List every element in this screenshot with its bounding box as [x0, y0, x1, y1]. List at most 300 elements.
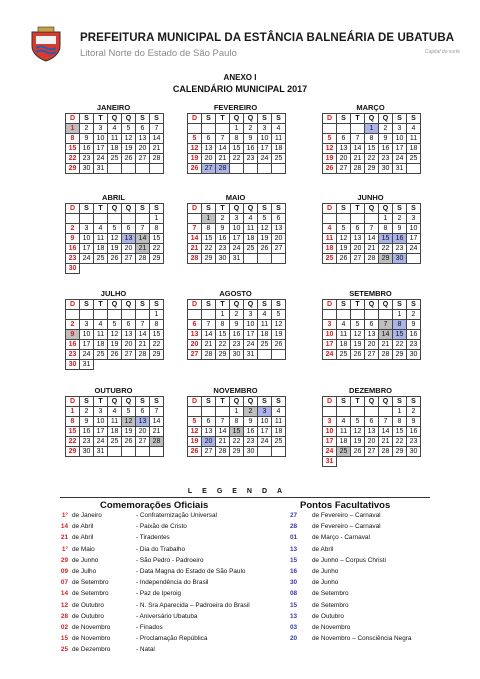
day-cell: 8	[216, 320, 230, 330]
holiday-day: 29	[60, 556, 68, 564]
day-cell: 24	[258, 437, 272, 447]
day-cell: 9	[216, 224, 230, 234]
day-cell: 15	[393, 427, 407, 437]
day-cell: 6	[122, 224, 136, 234]
month-name: SETEMBRO	[349, 289, 392, 298]
day-cell: 10	[80, 234, 94, 244]
day-cell: 22	[393, 437, 407, 447]
day-cell: 3	[94, 407, 108, 417]
day-cell: 30	[244, 447, 258, 457]
day-cell: 10	[230, 224, 244, 234]
official-holiday-item	[50, 579, 208, 589]
day-cell: 11	[108, 417, 122, 427]
day-cell: 17	[230, 234, 244, 244]
day-cell: 6	[136, 407, 150, 417]
day-cell: 28	[136, 350, 150, 360]
day-cell: 5	[188, 134, 202, 144]
month-calendar	[65, 385, 162, 457]
empty-cell	[272, 254, 286, 264]
day-cell: 13	[136, 134, 150, 144]
day-cell: 8	[393, 417, 407, 427]
empty-cell	[202, 407, 216, 417]
official-holidays-title: Comemorações Oficiais	[100, 500, 209, 511]
day-cell: 6	[202, 134, 216, 144]
day-cell: 23	[230, 340, 244, 350]
day-cell: 12	[188, 427, 202, 437]
empty-cell	[351, 124, 365, 134]
optional-day-item	[290, 568, 338, 578]
empty-cell	[108, 447, 122, 457]
empty-cell	[258, 164, 272, 174]
day-cell: 5	[258, 214, 272, 224]
weekday-header: S	[258, 114, 272, 124]
day-cell: 20	[365, 340, 379, 350]
day-cell: 11	[258, 320, 272, 330]
day-cell: 7	[150, 407, 164, 417]
day-cell: 8	[230, 134, 244, 144]
weekday-header: Q	[244, 300, 258, 310]
optional-day-item	[290, 635, 411, 645]
holiday-day: 28	[60, 612, 68, 620]
day-cell: 2	[80, 124, 94, 134]
day-cell: 20	[202, 154, 216, 164]
empty-cell	[216, 407, 230, 417]
empty-cell	[244, 254, 258, 264]
weekday-header: D	[188, 300, 202, 310]
day-cell: 17	[258, 144, 272, 154]
day-cell: 4	[94, 320, 108, 330]
weekday-header: Q	[122, 204, 136, 214]
day-cell: 22	[379, 244, 393, 254]
official-holiday-item	[50, 613, 197, 623]
day-cell: 6	[188, 320, 202, 330]
day-cell: 10	[258, 134, 272, 144]
day-cell: 6	[337, 134, 351, 144]
day-cell: 13	[351, 234, 365, 244]
weekday-header: T	[94, 397, 108, 407]
weekday-header: S	[337, 397, 351, 407]
day-cell: 13	[122, 330, 136, 340]
day-cell: 27	[365, 350, 379, 360]
day-cell: 8	[379, 224, 393, 234]
day-cell: 10	[407, 224, 421, 234]
day-cell: 21	[188, 244, 202, 254]
day-cell: 21	[216, 437, 230, 447]
day-cell: 24	[393, 154, 407, 164]
empty-cell	[94, 264, 108, 274]
optional-description: de Setembro	[312, 590, 349, 598]
empty-cell	[66, 310, 80, 320]
day-cell: 22	[216, 340, 230, 350]
day-cell: 30	[80, 447, 94, 457]
day-cell: 22	[230, 154, 244, 164]
day-cell: 21	[136, 244, 150, 254]
day-cell: 26	[351, 447, 365, 457]
day-cell: 6	[202, 417, 216, 427]
day-cell: 28	[136, 254, 150, 264]
day-cell: 12	[108, 234, 122, 244]
day-cell: 18	[244, 234, 258, 244]
weekday-header: Q	[244, 114, 258, 124]
holiday-description: - Data Magna do Estado de São Paulo	[136, 568, 246, 575]
day-cell: 5	[272, 310, 286, 320]
empty-cell	[272, 447, 286, 457]
empty-cell	[258, 350, 272, 360]
day-cell: 26	[188, 447, 202, 457]
day-cell: 20	[122, 244, 136, 254]
day-cell: 25	[272, 154, 286, 164]
day-cell: 25	[337, 447, 351, 457]
optional-description: de Março - Carnaval	[312, 534, 370, 542]
optional-day: 20	[290, 635, 298, 643]
day-cell: 18	[108, 427, 122, 437]
optional-day-item	[290, 512, 381, 522]
day-cell: 21	[379, 437, 393, 447]
empty-cell	[230, 164, 244, 174]
empty-cell	[122, 310, 136, 320]
weekday-header: T	[94, 204, 108, 214]
day-cell: 1	[393, 407, 407, 417]
empty-cell	[351, 407, 365, 417]
day-cell: 10	[258, 417, 272, 427]
day-cell: 2	[379, 124, 393, 134]
day-cell: 19	[258, 234, 272, 244]
day-cell: 16	[407, 330, 421, 340]
day-cell: 26	[122, 154, 136, 164]
day-cell: 15	[150, 330, 164, 340]
optional-day-item	[290, 523, 381, 533]
day-cell: 29	[393, 447, 407, 457]
day-cell: 20	[122, 340, 136, 350]
day-cell: 11	[272, 417, 286, 427]
empty-cell	[379, 457, 393, 467]
day-cell: 9	[244, 417, 258, 427]
month-calendar	[322, 288, 419, 360]
day-cell: 24	[407, 244, 421, 254]
empty-cell	[258, 254, 272, 264]
day-cell: 14	[150, 134, 164, 144]
day-cell: 21	[216, 154, 230, 164]
optional-day-item	[290, 579, 338, 589]
day-cell: 13	[202, 427, 216, 437]
day-cell: 11	[337, 427, 351, 437]
holiday-day: 15	[60, 635, 68, 643]
weekday-header: S	[393, 114, 407, 124]
day-cell: 2	[66, 224, 80, 234]
day-cell: 4	[407, 124, 421, 134]
day-cell: 10	[244, 320, 258, 330]
day-cell: 27	[136, 154, 150, 164]
day-cell: 1	[230, 124, 244, 134]
day-cell: 4	[258, 310, 272, 320]
weekday-header: S	[150, 204, 164, 214]
day-cell: 17	[323, 437, 337, 447]
day-cell: 23	[216, 244, 230, 254]
official-holiday-item	[50, 590, 181, 600]
day-cell: 6	[136, 124, 150, 134]
weekday-header: S	[202, 204, 216, 214]
organization-subtitle: Litoral Norte do Estado de São Paulo	[80, 48, 237, 59]
day-cell: 21	[202, 340, 216, 350]
empty-cell	[136, 310, 150, 320]
day-cell: 19	[188, 437, 202, 447]
optional-description: de Junho – Corpus Christi	[312, 556, 386, 564]
day-cell: 10	[94, 134, 108, 144]
day-cell: 19	[351, 437, 365, 447]
day-cell: 15	[150, 234, 164, 244]
day-cell: 26	[337, 254, 351, 264]
day-cell: 9	[66, 330, 80, 340]
official-holiday-item	[50, 534, 170, 544]
empty-cell	[379, 407, 393, 417]
holiday-description: - Independência do Brasil	[136, 579, 209, 587]
optional-days-title: Pontos Facultativos	[300, 500, 391, 511]
empty-cell	[337, 310, 351, 320]
day-cell: 20	[337, 154, 351, 164]
empty-cell	[202, 310, 216, 320]
holiday-description: - Paixão de Cristo	[136, 523, 187, 531]
day-cell: 14	[365, 234, 379, 244]
day-cell: 1	[150, 310, 164, 320]
day-cell: 15	[230, 144, 244, 154]
legend-title: LEGENDA	[187, 488, 293, 495]
weekday-header: S	[407, 397, 421, 407]
day-cell: 25	[272, 437, 286, 447]
optional-description: de Junho	[312, 579, 339, 587]
empty-cell	[122, 360, 136, 370]
day-cell: 8	[365, 134, 379, 144]
month-calendar	[65, 102, 162, 174]
day-cell: 20	[365, 437, 379, 447]
empty-cell	[136, 447, 150, 457]
day-cell: 27	[365, 447, 379, 457]
calendar-title: CALENDÁRIO MUNICIPAL 2017	[172, 84, 308, 94]
day-cell: 1	[393, 310, 407, 320]
day-cell: 25	[108, 154, 122, 164]
optional-description: de Novembro	[312, 624, 351, 631]
weekday-header: D	[188, 397, 202, 407]
day-cell: 30	[230, 350, 244, 360]
empty-cell	[150, 447, 164, 457]
day-cell: 19	[108, 244, 122, 254]
optional-description: de Novembro – Consciência Negra	[312, 635, 412, 643]
day-cell: 9	[80, 417, 94, 427]
day-cell: 3	[244, 310, 258, 320]
day-cell: 17	[94, 427, 108, 437]
holiday-day: 1°	[61, 512, 68, 519]
holiday-month: de Dezembro	[72, 646, 111, 654]
empty-cell	[365, 214, 379, 224]
day-cell: 1	[230, 407, 244, 417]
day-cell: 20	[272, 234, 286, 244]
day-cell: 19	[337, 244, 351, 254]
day-cell: 15	[66, 427, 80, 437]
day-cell: 3	[258, 124, 272, 134]
weekday-header: S	[272, 300, 286, 310]
weekday-header: T	[94, 114, 108, 124]
day-cell: 28	[150, 437, 164, 447]
page-header	[28, 26, 468, 64]
day-cell: 11	[337, 330, 351, 340]
weekday-header: S	[272, 114, 286, 124]
day-cell: 16	[66, 340, 80, 350]
day-cell: 17	[407, 234, 421, 244]
day-cell: 7	[365, 224, 379, 234]
official-holiday-item	[50, 568, 245, 578]
optional-description: de Fevereiro – Carnaval	[312, 512, 381, 519]
holiday-month: de Abril	[72, 534, 94, 542]
day-cell: 12	[258, 224, 272, 234]
month-name: MAIO	[225, 193, 246, 202]
day-cell: 8	[66, 417, 80, 427]
day-cell: 28	[216, 447, 230, 457]
empty-cell	[108, 164, 122, 174]
empty-cell	[407, 164, 421, 174]
day-cell: 23	[80, 154, 94, 164]
day-cell: 13	[365, 427, 379, 437]
day-cell: 25	[337, 350, 351, 360]
day-cell: 21	[150, 427, 164, 437]
month-calendar	[187, 288, 284, 360]
weekday-header: D	[66, 397, 80, 407]
day-cell: 4	[337, 320, 351, 330]
day-cell: 22	[150, 244, 164, 254]
day-cell: 31	[94, 164, 108, 174]
day-cell: 7	[136, 224, 150, 234]
day-cell: 26	[108, 254, 122, 264]
weekday-header: Q	[108, 300, 122, 310]
empty-cell	[136, 360, 150, 370]
day-cell: 29	[393, 350, 407, 360]
day-cell: 13	[136, 417, 150, 427]
day-cell: 1	[379, 214, 393, 224]
day-cell: 7	[379, 320, 393, 330]
day-cell: 17	[244, 330, 258, 340]
weekday-header: Q	[379, 300, 393, 310]
day-cell: 18	[337, 437, 351, 447]
weekday-header: S	[337, 114, 351, 124]
day-cell: 11	[94, 330, 108, 340]
day-cell: 18	[108, 144, 122, 154]
day-cell: 28	[216, 164, 230, 174]
weekday-header: D	[188, 204, 202, 214]
weekday-header: Q	[108, 397, 122, 407]
official-holiday-item	[50, 646, 155, 656]
day-cell: 5	[337, 224, 351, 234]
day-cell: 13	[272, 224, 286, 234]
day-cell: 1	[150, 214, 164, 224]
empty-cell	[323, 214, 337, 224]
weekday-header: S	[150, 300, 164, 310]
day-cell: 19	[122, 144, 136, 154]
weekday-header: D	[323, 114, 337, 124]
day-cell: 6	[365, 320, 379, 330]
weekday-header: S	[258, 397, 272, 407]
weekday-header: S	[258, 300, 272, 310]
day-cell: 26	[351, 350, 365, 360]
empty-cell	[136, 164, 150, 174]
weekday-header: S	[407, 114, 421, 124]
empty-cell	[393, 457, 407, 467]
empty-cell	[94, 214, 108, 224]
day-cell: 30	[393, 254, 407, 264]
day-cell: 30	[216, 254, 230, 264]
day-cell: 31	[80, 360, 94, 370]
weekday-header: Q	[365, 397, 379, 407]
holiday-month: de Julho	[72, 568, 97, 575]
day-cell: 28	[379, 350, 393, 360]
day-cell: 16	[393, 234, 407, 244]
day-cell: 29	[216, 350, 230, 360]
day-cell: 19	[108, 340, 122, 350]
holiday-month: de Setembro	[72, 579, 109, 587]
day-cell: 31	[393, 164, 407, 174]
weekday-header: S	[202, 114, 216, 124]
empty-cell	[323, 124, 337, 134]
day-cell: 26	[108, 350, 122, 360]
official-holiday-item	[50, 523, 187, 533]
holiday-month: de Novembro	[72, 624, 111, 631]
day-cell: 29	[66, 164, 80, 174]
holiday-description: - Aniversário Ubatuba	[136, 612, 198, 620]
empty-cell	[108, 360, 122, 370]
empty-cell	[202, 124, 216, 134]
day-cell: 23	[244, 154, 258, 164]
day-cell: 20	[136, 144, 150, 154]
day-cell: 17	[80, 244, 94, 254]
weekday-header: Q	[365, 114, 379, 124]
official-holiday-item	[50, 557, 204, 567]
weekday-header: Q	[379, 204, 393, 214]
day-cell: 4	[108, 124, 122, 134]
day-cell: 13	[365, 330, 379, 340]
holiday-description: - Confraternização Universal	[136, 512, 217, 519]
optional-day: 03	[290, 624, 298, 631]
day-cell: 6	[122, 320, 136, 330]
day-cell: 25	[323, 254, 337, 264]
weekday-header: Q	[108, 204, 122, 214]
optional-day-item	[290, 590, 349, 600]
empty-cell	[122, 447, 136, 457]
day-cell: 24	[323, 350, 337, 360]
empty-cell	[136, 214, 150, 224]
day-cell: 14	[136, 330, 150, 340]
holiday-description: - Dia do Trabalho	[136, 545, 186, 553]
day-cell: 22	[365, 154, 379, 164]
day-cell: 1	[365, 124, 379, 134]
day-cell: 9	[407, 417, 421, 427]
day-cell: 7	[202, 320, 216, 330]
holiday-month: de Abril	[72, 523, 94, 531]
day-cell: 14	[216, 427, 230, 437]
empty-cell	[188, 407, 202, 417]
day-cell: 8	[150, 320, 164, 330]
day-cell: 15	[365, 144, 379, 154]
day-cell: 30	[66, 264, 80, 274]
day-cell: 27	[136, 437, 150, 447]
day-cell: 2	[393, 214, 407, 224]
day-cell: 7	[188, 224, 202, 234]
day-cell: 5	[351, 320, 365, 330]
empty-cell	[94, 310, 108, 320]
day-cell: 3	[323, 320, 337, 330]
optional-description: de Abril	[312, 545, 334, 553]
optional-day: 01	[290, 534, 298, 542]
day-cell: 15	[202, 234, 216, 244]
day-cell: 1	[216, 310, 230, 320]
day-cell: 20	[202, 437, 216, 447]
holiday-month: de Outubro	[72, 612, 104, 620]
